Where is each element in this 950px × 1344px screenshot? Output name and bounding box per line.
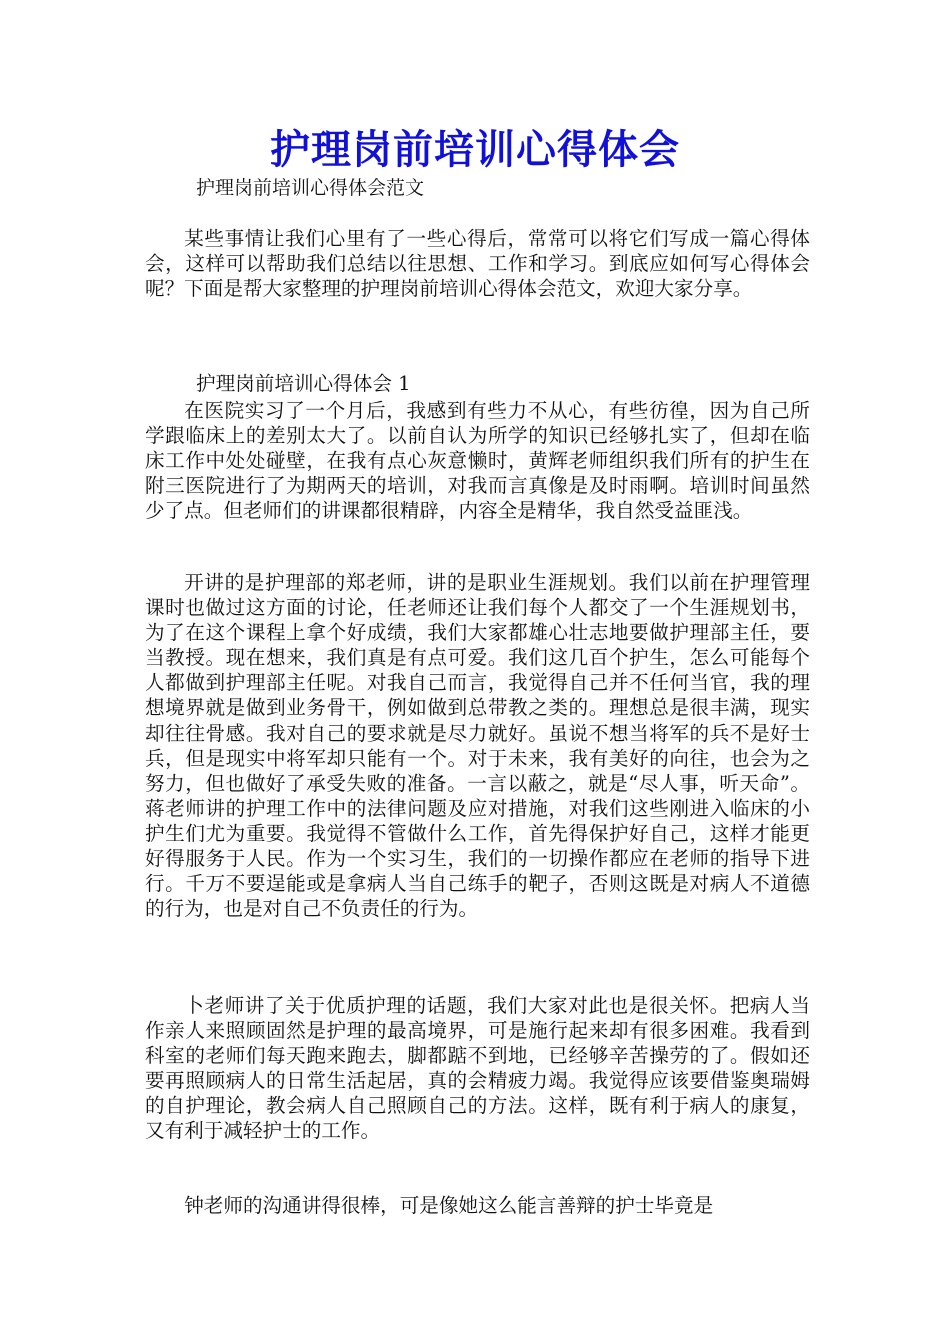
section-heading: 护理岗前培训心得体会 1 <box>196 372 411 395</box>
intro-paragraph: 某些事情让我们心里有了一些心得后，常常可以将它们写成一篇心得体会，这样可以帮助我们总结以往思想、工作和学习。到底应如何写心得体会呢？下面是帮大家整理的护理岗前培训心得体会范文，欢迎大家分享。 <box>145 227 810 301</box>
body-paragraph-1: 在医院实习了一个月后，我感到有些力不从心，有些彷徨，因为自己所学跟临床上的差别太大了。以前自认为所学的知识已经够扎实了，但却在临床工作中处处碰壁，在我有点心灰意懒时，黄辉老师组织我们所有的护生在附三医院进行了为期两天的培训，对我而言真像是及时雨啊。培训时间虽然少了点。但老师们的讲课都很精辟，内容全是精华，我自然受益匪浅。 <box>145 399 810 523</box>
body-paragraph-2: 开讲的是护理部的郑老师，讲的是职业生涯规划。我们以前在护理管理课时也做过这方面的讨论，任老师还让我们每个人都交了一个生涯规划书，为了在这个课程上拿个好成绩，我们大家都雄心壮志地要做护理部主任，要当教授。现在想来，我们真是有点可爱。我们这几百个护生，怎么可能每个人都做到护理部主任呢。对我自己而言，我觉得自己并不任何当官，我的理想境界就是做到业务骨干，例如做到总带教之类的。理想总是很丰满，现实却往往骨感。我对自己的要求就是尽力就好。虽说不想当将军的兵不是好士兵，但是现实中将军却只能有一个。对于未来，我有美好的向往，也会为之努力，但也做好了承受失败的准备。一言以蔽之，就是“尽人事，听天命”。蒋老师讲的护理工作中的法律问题及应对措施，对我们这些刚进入临床的小护生们尤为重要。我觉得不管做什么工作，首先得保护好自己，这样才能更好得服务于人民。作为一个实习生，我们的一切操作都应在老师的指导下进行。千万不要逞能或是拿病人当自己练手的靶子，否则这既是对病人不道德的行为，也是对自己不负责任的行为。 <box>145 571 810 921</box>
document-subtitle: 护理岗前培训心得体会范文 <box>196 177 425 199</box>
body-paragraph-3: 卜老师讲了关于优质护理的话题，我们大家对此也是很关怀。把病人当作亲人来照顾固然是护理的最高境界，可是施行起来却有很多困难。我看到科室的老师们每天跑来跑去，脚都踮不到地，已经够辛苦操劳的了。假如还要再照顾病人的日常生活起居，真的会精疲力竭。我觉得应该要借鉴奥瑞姆的自护理论，教会病人自己照顾自己的方法。这样，既有利于病人的康复，又有利于减轻护士的工作。 <box>145 994 810 1143</box>
document-title: 护理岗前培训心得体会 <box>270 126 680 173</box>
body-paragraph-4: 钟老师的沟通讲得很棒，可是像她这么能言善辩的护士毕竟是 <box>184 1194 714 1217</box>
